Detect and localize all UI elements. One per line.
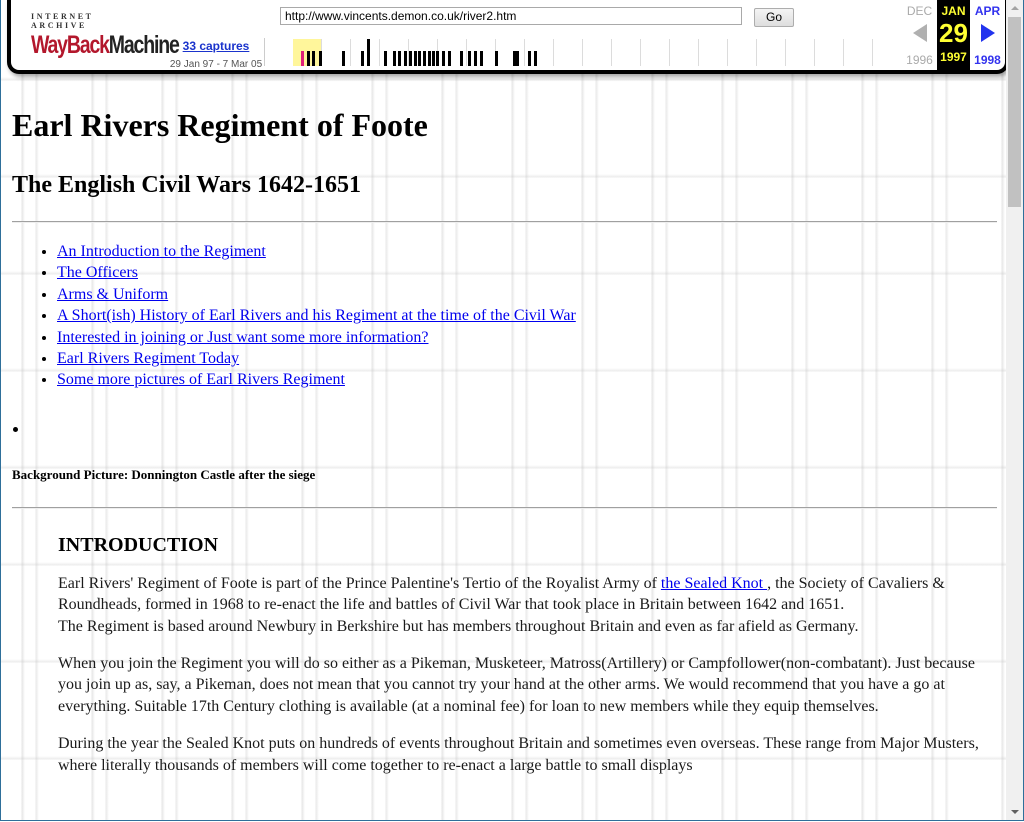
intro-paragraph-2: When you join the Regiment you will do so either as a Pikeman, Musketeer, Matross(Artillery) or Campfollower(non-combatant). Just because you join up as, say, a Pikeman, does not mean that you cannot try your hand at the other arms. We would recommend that you have a go at everything. Suitable 17th Century clothing is available (at a nominal fee) for loan to new members while they equip themselves. <box>58 655 975 715</box>
divider <box>264 38 265 66</box>
current-day: 29 <box>939 18 968 48</box>
captures-info <box>161 37 271 70</box>
current-capture <box>937 0 970 70</box>
year-divider <box>698 39 699 66</box>
link-today[interactable]: Earl Rivers Regiment Today <box>57 350 240 368</box>
next-capture[interactable] <box>971 0 1004 67</box>
year-divider <box>814 39 815 66</box>
next-month: APR <box>974 4 1001 18</box>
capture-bar[interactable] <box>361 51 364 66</box>
capture-bar[interactable] <box>367 39 370 66</box>
divider <box>12 507 997 509</box>
link-joining[interactable]: Interested in joining or Just want some more information? <box>57 328 429 346</box>
capture-bar[interactable] <box>480 51 483 66</box>
scroll-thumb[interactable] <box>1008 17 1021 207</box>
page-subtitle: The English Civil Wars 1642-1651 <box>12 172 361 198</box>
intro-paragraph-3: During the year the Sealed Knot puts on hundreds of events throughout Britain and sometimes even overseas. These range from Major Musters, where literally thousands of members will come together to re-enact a large battle to small displays <box>58 735 979 774</box>
capture-bar[interactable] <box>414 51 417 66</box>
capture-bar[interactable] <box>418 51 421 66</box>
year-divider <box>553 39 554 66</box>
nav-item <box>57 284 997 305</box>
nav-item <box>57 262 997 283</box>
introduction-section <box>58 533 997 776</box>
divider <box>12 221 997 223</box>
capture-bar[interactable] <box>460 51 463 66</box>
capture-timeline[interactable] <box>293 36 893 66</box>
year-divider <box>350 39 351 66</box>
capture-bar[interactable] <box>468 51 471 66</box>
year-divider <box>582 39 583 66</box>
year-divider <box>756 39 757 66</box>
year-divider <box>872 39 873 66</box>
capture-bar[interactable] <box>423 51 426 66</box>
logo-machine: Machine <box>108 31 179 59</box>
capture-bar[interactable] <box>442 51 445 66</box>
capture-bar[interactable] <box>513 51 519 66</box>
current-year: 1997 <box>940 50 967 64</box>
capture-bar[interactable] <box>528 51 531 66</box>
year-divider <box>727 39 728 66</box>
capture-bar[interactable] <box>384 51 387 66</box>
logo-way: WayBack <box>31 31 109 59</box>
scroll-down-arrow-icon[interactable] <box>1006 803 1023 820</box>
link-introduction[interactable]: An Introduction to the Regiment <box>57 243 266 260</box>
page-content <box>12 103 997 776</box>
capture-bar[interactable] <box>474 51 477 66</box>
nav-item <box>57 241 997 262</box>
text: , the Society of Cavaliers & Roundheads, formed in 1968 to re-enact the life and battles of Civil War that took place in Britain between 1642 and 1651. <box>58 574 945 614</box>
capture-bar[interactable] <box>534 51 537 66</box>
link-pictures[interactable]: Some more pictures of Earl Rivers Regiment <box>57 371 345 389</box>
year-divider <box>669 39 670 66</box>
page-title: Earl Rivers Regiment of Foote <box>12 107 428 143</box>
year-divider <box>611 39 612 66</box>
capture-bar-current[interactable] <box>301 51 304 66</box>
nav-item <box>57 305 997 326</box>
url-input[interactable] <box>280 7 742 25</box>
logo-wayback-machine <box>31 31 179 59</box>
date-navigator <box>903 0 1003 70</box>
current-month: JAN <box>941 4 966 18</box>
nav-item <box>57 348 997 369</box>
nav-links <box>12 241 997 391</box>
empty-list-bullet <box>12 419 997 437</box>
vertical-scrollbar[interactable] <box>1006 0 1023 820</box>
capture-bar[interactable] <box>432 51 435 66</box>
year-divider <box>466 39 467 66</box>
capture-bar[interactable] <box>312 51 315 66</box>
capture-bar[interactable] <box>448 51 451 66</box>
capture-bar[interactable] <box>404 51 407 66</box>
year-divider <box>785 39 786 66</box>
next-year: 1998 <box>974 53 1001 67</box>
capture-bar[interactable] <box>428 51 431 66</box>
capture-bar[interactable] <box>409 51 412 66</box>
captures-link[interactable]: 33 captures <box>182 39 250 53</box>
link-history[interactable]: A Short(ish) History of Earl Rivers and his Regiment at the time of the Civil War <box>57 307 576 325</box>
link-officers[interactable]: The Officers <box>57 264 138 282</box>
capture-bar[interactable] <box>307 51 310 66</box>
scroll-up-arrow-icon[interactable] <box>1006 0 1023 17</box>
prev-capture[interactable] <box>903 0 936 67</box>
text: The Regiment is based around Newbury in Berkshire but has members throughout Britain and even as far afield as Germany. <box>58 617 859 635</box>
link-arms-uniform[interactable]: Arms & Uniform <box>57 285 169 303</box>
section-heading: INTRODUCTION <box>58 533 219 556</box>
background-caption: Background Picture: Donnington Castle after the siege <box>12 466 316 482</box>
capture-bar[interactable] <box>342 51 345 66</box>
capture-bar[interactable] <box>495 51 498 66</box>
logo-internet-archive: INTERNET ARCHIVE <box>31 12 94 30</box>
sealed-knot-link[interactable]: the Sealed Knot <box>660 574 768 592</box>
arrow-right-icon[interactable] <box>981 24 995 42</box>
bullet-icon <box>13 427 18 432</box>
prev-year: 1996 <box>906 53 933 67</box>
wayback-toolbar <box>7 0 1006 74</box>
page-viewport <box>1 0 1006 820</box>
year-divider <box>524 39 525 66</box>
capture-bar[interactable] <box>398 51 401 66</box>
capture-bar[interactable] <box>393 51 396 66</box>
intro-paragraph-1 <box>58 573 997 637</box>
capture-bar[interactable] <box>319 51 322 66</box>
year-divider <box>640 39 641 66</box>
captures-range: 29 Jan 97 - 7 Mar 05 <box>169 59 263 70</box>
wayback-logo[interactable] <box>31 12 179 59</box>
text: Earl Rivers' Regiment of Foote is part of the Prince Palentine's Tertio of the Royalist Army of <box>58 574 661 592</box>
year-divider <box>379 39 380 66</box>
nav-item <box>57 369 997 390</box>
go-button[interactable]: Go <box>754 8 794 27</box>
nav-item <box>57 327 997 348</box>
year-divider <box>843 39 844 66</box>
prev-month: DEC <box>906 4 933 18</box>
arrow-left-icon[interactable] <box>913 24 927 42</box>
capture-bar[interactable] <box>436 51 439 66</box>
